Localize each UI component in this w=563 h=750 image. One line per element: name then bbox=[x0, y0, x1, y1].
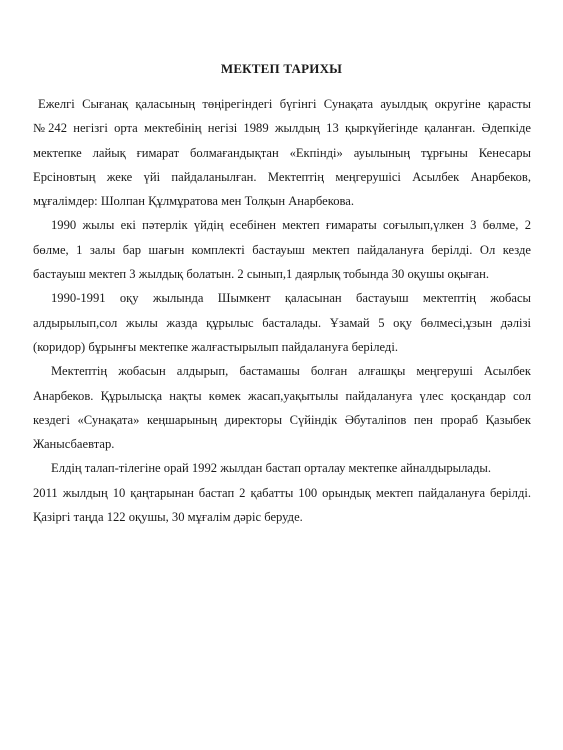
paragraph: Мектептің жобасын алдырып, бастамашы болған алғашқы меңгеруші Асылбек Анарбеков. Құрылысқа нақты көмек жасап,уақытылы пайдалануға үлес қосқандар сол кездегі «Сунақата» кеңшарының директоры Сүйіндік Әбуталіпов пен прораб Қазыбек Жанысбаевтар. bbox=[33, 364, 531, 452]
paragraph: Елдің талап-тілегіне орай 1992 жылдан бастап орталау мектепке айналдырылады. bbox=[51, 461, 492, 476]
document-body bbox=[33, 92, 531, 529]
paragraph: Ежелгі Сығанақ қаласының төңірегіндегі бүгінгі Сунақата ауылдық округіне қарасты №242 негізгі орта мектебінің негізі 1989 жылдың 13 қыркүйегінде қаланған. Әдепкіде мектепке лайық ғимарат болмағандықтан «Екпінді» ауылының тұрғыны Кенесары Ерсіновтың жеке үйі пайдаланылған. Мектептің меңгерушісі Асылбек Анарбеков, мұғалімдер: Шолпан Құлмұратова мен Толқын Анарбекова. bbox=[33, 97, 531, 209]
page-title: МЕКТЕП ТАРИХЫ bbox=[220, 61, 343, 76]
paragraph: 1990 жылы екі пәтерлік үйдің есебінен мектеп ғимараты соғылып,үлкен 3 бөлме, 2 бөлме, 1 залы бар шағын комплекті бастауыш мектеп пайдалануға берілді. Ол кезде бастауыш мектеп 3 жылдық болатын. 2 сынып,1 даярлық тобында 30 оқушы оқыған. bbox=[33, 218, 531, 282]
paragraph: 1990-1991 оқу жылында Шымкент қаласынан бастауыш мектептің жобасы алдырылып,сол жылы жазда құрылыс басталады. Ұзамай 5 оқу бөлмесі,ұзын дәлізі (коридор) бұрынғы мектепке жалғастырылып пайдалануға беріледі. bbox=[33, 291, 531, 354]
paragraph: 2011 жылдың 10 қаңтарынан бастап 2 қабатты 100 орындық мектеп пайдалануға берілді. Қазіргі таңда 122 оқушы, 30 мұғалім дәріс беруде. bbox=[33, 485, 531, 525]
